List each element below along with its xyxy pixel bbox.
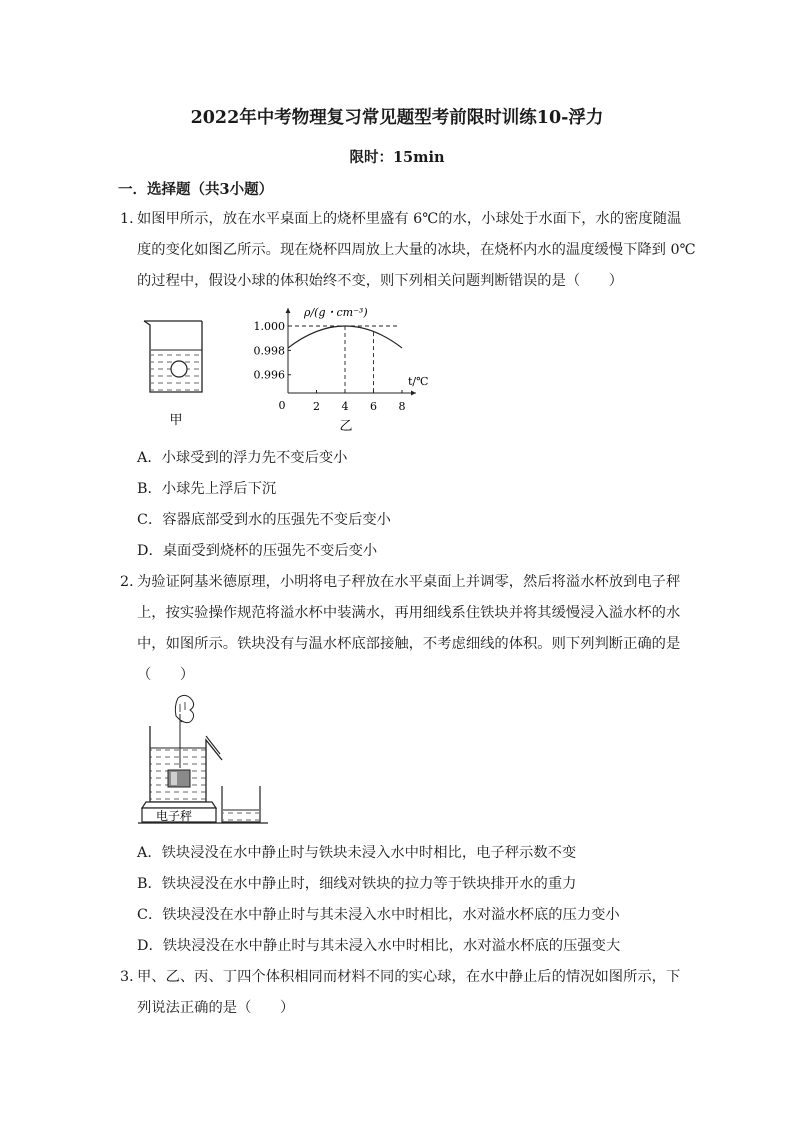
question-1-option-b: B．小球先上浮后下沉: [137, 481, 277, 497]
density-chart: [250, 300, 440, 435]
question-3-line-2: 列说法正确的是（ ）: [137, 1000, 295, 1016]
overflow-cup-figure: [138, 690, 268, 825]
ball: [171, 361, 187, 377]
x-tick-label-0: 0: [278, 399, 286, 412]
document-title: 2022年中考物理复习常见题型考前限时训练10-浮力: [190, 108, 604, 128]
question-3-line-1: 3． 甲、乙、丙、丁四个体积相同而材料不同的实心球，在水中静止后的情况如图所示，下: [137, 966, 680, 986]
question-1-line-2: 度的变化如图乙所示。现在烧杯四周放上大量的冰块，在烧杯内水的温度缓慢下降到 0℃: [137, 242, 696, 258]
question-2-line-1: 2． 为验证阿基米德原理，小明将电子秤放在水平桌面上并调零，然后将溢水杯放到电子秤: [137, 571, 680, 591]
section-heading: 一．选择题（共3小题）: [118, 181, 274, 198]
question-2-line-4: （ ）: [137, 667, 195, 683]
question-2-option-d: D．铁块浸没在水中静止时与其未浸入水中时相比，水对溢水杯底的压强变大: [137, 938, 621, 954]
question-1-line-1: 1． 如图甲所示，放在水平桌面上的烧杯里盛有 6℃的水，小球处于水面下，水的密度随温: [137, 208, 681, 228]
question-3-number: 3．: [120, 969, 144, 985]
x-tick-label-8: 8: [398, 400, 406, 413]
question-2-line-3: 中，如图所示。铁块没有与温水杯底部接触，不考虑细线的体积。则下列判断正确的是: [137, 636, 681, 652]
time-limit: 限时：15min: [349, 149, 445, 166]
scale-label: 电子秤: [156, 809, 193, 823]
chart-ylabel: ρ/(g・cm⁻³): [304, 306, 368, 319]
chart-xlabel: t/℃: [408, 375, 429, 388]
x-tick-label-6: 6: [370, 400, 377, 413]
question-2-option-b: B．铁块浸没在水中静止时，细线对铁块的拉力等于铁块排开水的重力: [137, 876, 577, 892]
question-1-number: 1．: [120, 211, 144, 227]
question-2-number: 2．: [120, 574, 144, 590]
y-tick-label-0.996: 0.996: [253, 368, 285, 382]
beaker-figure: [140, 316, 220, 431]
question-1-option-d: D．桌面受到烧杯的压强先不变后变小: [137, 543, 378, 559]
x-tick-label-2: 2: [313, 400, 320, 413]
question-1-option-c: C．容器底部受到水的压强先不变后变小: [137, 512, 391, 528]
x-tick-label-4: 4: [341, 400, 349, 413]
y-tick-label-0.998: 0.998: [253, 344, 285, 358]
question-1-option-a: A．小球受到的浮力先不变后变小: [137, 450, 348, 466]
question-2-line-2: 上，按实验操作规范将溢水杯中装满水，再用细线系住铁块并将其缓慢浸入溢水杯的水: [137, 605, 681, 621]
y-tick-label-1.000: 1.000: [253, 320, 285, 333]
question-2-option-a: A．铁块浸没在水中静止时与铁块未浸入水中时相比，电子秤示数不变: [137, 845, 577, 861]
figure-label-yi: 乙: [339, 419, 353, 434]
question-1-line-3: 的过程中，假设小球的体积始终不变，则下列相关问题判断错误的是（ ）: [137, 273, 624, 289]
y-axis-arrow: [286, 308, 291, 313]
figure-label-jia: 甲: [169, 413, 183, 428]
electronic-scale: [142, 802, 216, 808]
x-axis-arrow: [411, 391, 416, 396]
question-2-option-c: C．铁块浸没在水中静止时与其未浸入水中时相比，水对溢水杯底的压力变小: [137, 907, 620, 923]
